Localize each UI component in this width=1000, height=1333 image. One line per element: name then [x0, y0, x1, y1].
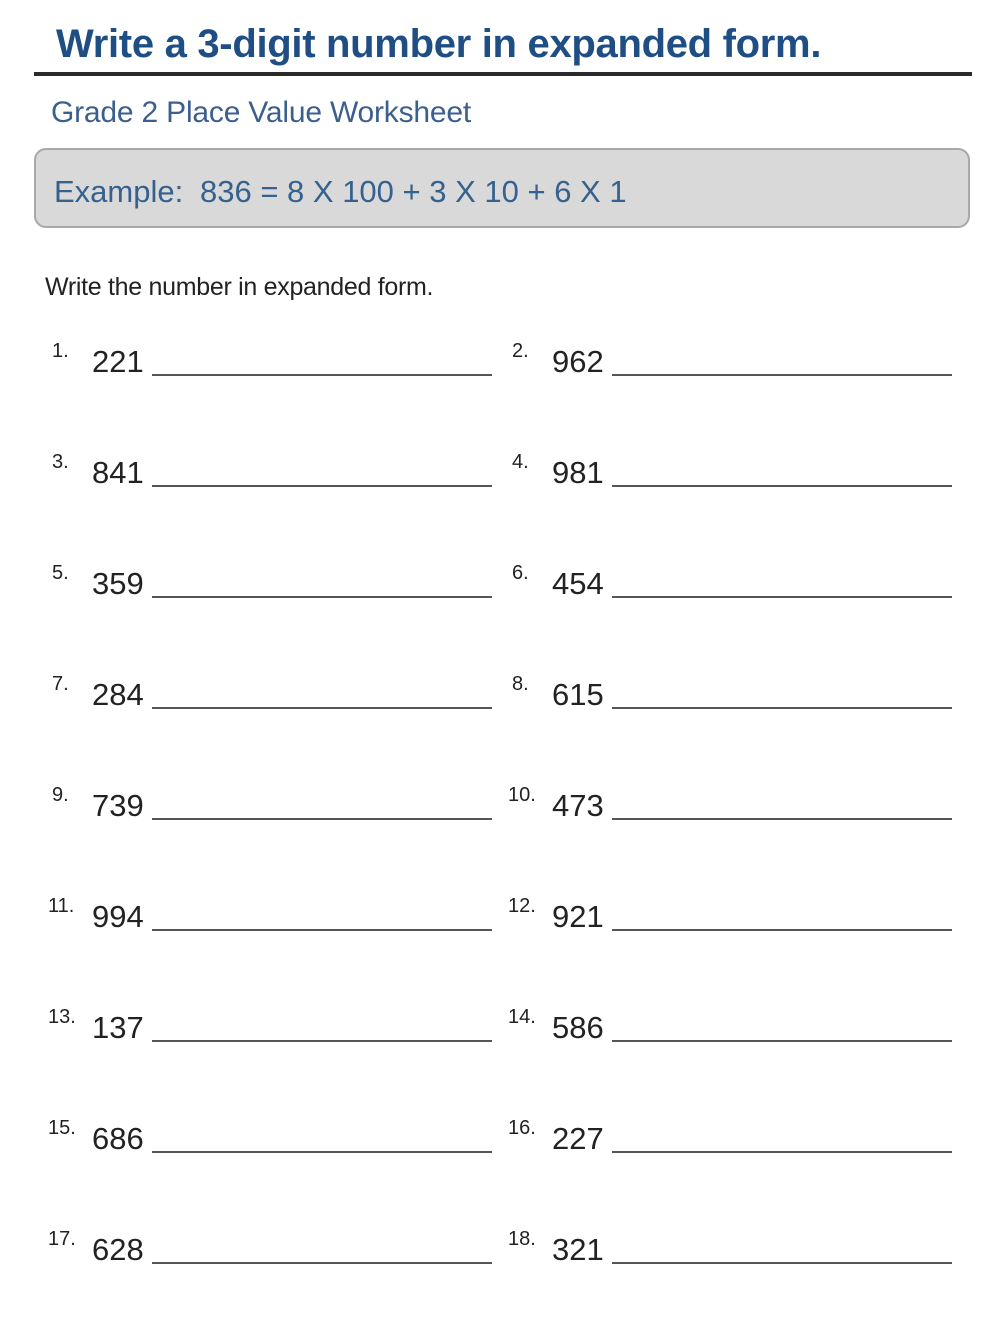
problem-value: 686	[92, 1121, 144, 1156]
problem-number: 4.	[512, 451, 529, 473]
answer-line[interactable]	[612, 1262, 952, 1264]
problem-item	[508, 1006, 958, 1056]
problem-item	[508, 784, 958, 834]
problem-value: 284	[92, 677, 144, 712]
problem-number: 7.	[52, 673, 69, 695]
problem-item	[508, 895, 958, 945]
answer-line[interactable]	[612, 1040, 952, 1042]
problem-value: 981	[552, 455, 604, 490]
problem-number: 2.	[512, 340, 529, 362]
answer-line[interactable]	[612, 485, 952, 487]
problem-number: 18.	[508, 1228, 536, 1250]
problem-item	[48, 1228, 498, 1278]
problem-value: 221	[92, 344, 144, 379]
problem-number: 17.	[48, 1228, 76, 1250]
worksheet-title: Write a 3-digit number in expanded form.	[56, 22, 822, 66]
problem-number: 6.	[512, 562, 529, 584]
answer-line[interactable]	[612, 929, 952, 931]
answer-line[interactable]	[612, 374, 952, 376]
answer-line[interactable]	[152, 929, 492, 931]
problem-item	[52, 784, 502, 834]
problem-item	[508, 1117, 958, 1167]
problem-value: 473	[552, 788, 604, 823]
problem-item	[52, 673, 502, 723]
answer-line[interactable]	[152, 1262, 492, 1264]
problem-value: 586	[552, 1010, 604, 1045]
answer-line[interactable]	[152, 596, 492, 598]
problem-item	[52, 340, 502, 390]
problem-item	[512, 673, 962, 723]
problem-item	[52, 562, 502, 612]
example-label: Example:	[54, 174, 184, 209]
problem-item	[508, 1228, 958, 1278]
instructions: Write the number in expanded form.	[45, 273, 434, 301]
problem-number: 12.	[508, 895, 536, 917]
problem-number: 9.	[52, 784, 69, 806]
example-text: 836 = 8 X 100 + 3 X 10 + 6 X 1	[200, 174, 627, 209]
problem-item	[512, 340, 962, 390]
problem-number: 15.	[48, 1117, 76, 1139]
answer-line[interactable]	[612, 707, 952, 709]
problem-item	[48, 1117, 498, 1167]
problem-item	[52, 451, 502, 501]
problem-value: 321	[552, 1232, 604, 1267]
problem-number: 13.	[48, 1006, 76, 1028]
answer-line[interactable]	[152, 485, 492, 487]
answer-line[interactable]	[152, 1040, 492, 1042]
problem-number: 3.	[52, 451, 69, 473]
problem-item	[48, 1006, 498, 1056]
answer-line[interactable]	[612, 596, 952, 598]
problem-number: 10.	[508, 784, 536, 806]
problem-value: 841	[92, 455, 144, 490]
problem-item	[48, 895, 498, 945]
problem-number: 8.	[512, 673, 529, 695]
problem-value: 137	[92, 1010, 144, 1045]
answer-line[interactable]	[152, 707, 492, 709]
answer-line[interactable]	[152, 1151, 492, 1153]
problem-value: 615	[552, 677, 604, 712]
problem-value: 739	[92, 788, 144, 823]
problem-value: 359	[92, 566, 144, 601]
problem-value: 994	[92, 899, 144, 934]
problem-item	[512, 562, 962, 612]
problem-number: 14.	[508, 1006, 536, 1028]
problem-number: 11.	[48, 895, 75, 917]
answer-line[interactable]	[152, 374, 492, 376]
problem-number: 16.	[508, 1117, 536, 1139]
problem-value: 628	[92, 1232, 144, 1267]
answer-line[interactable]	[612, 818, 952, 820]
answer-line[interactable]	[612, 1151, 952, 1153]
problem-item	[512, 451, 962, 501]
problem-value: 962	[552, 344, 604, 379]
problem-number: 1.	[52, 340, 69, 362]
answer-line[interactable]	[152, 818, 492, 820]
problem-value: 921	[552, 899, 604, 934]
problem-number: 5.	[52, 562, 69, 584]
problem-value: 454	[552, 566, 604, 601]
problem-value: 227	[552, 1121, 604, 1156]
worksheet-subtitle: Grade 2 Place Value Worksheet	[51, 96, 471, 129]
